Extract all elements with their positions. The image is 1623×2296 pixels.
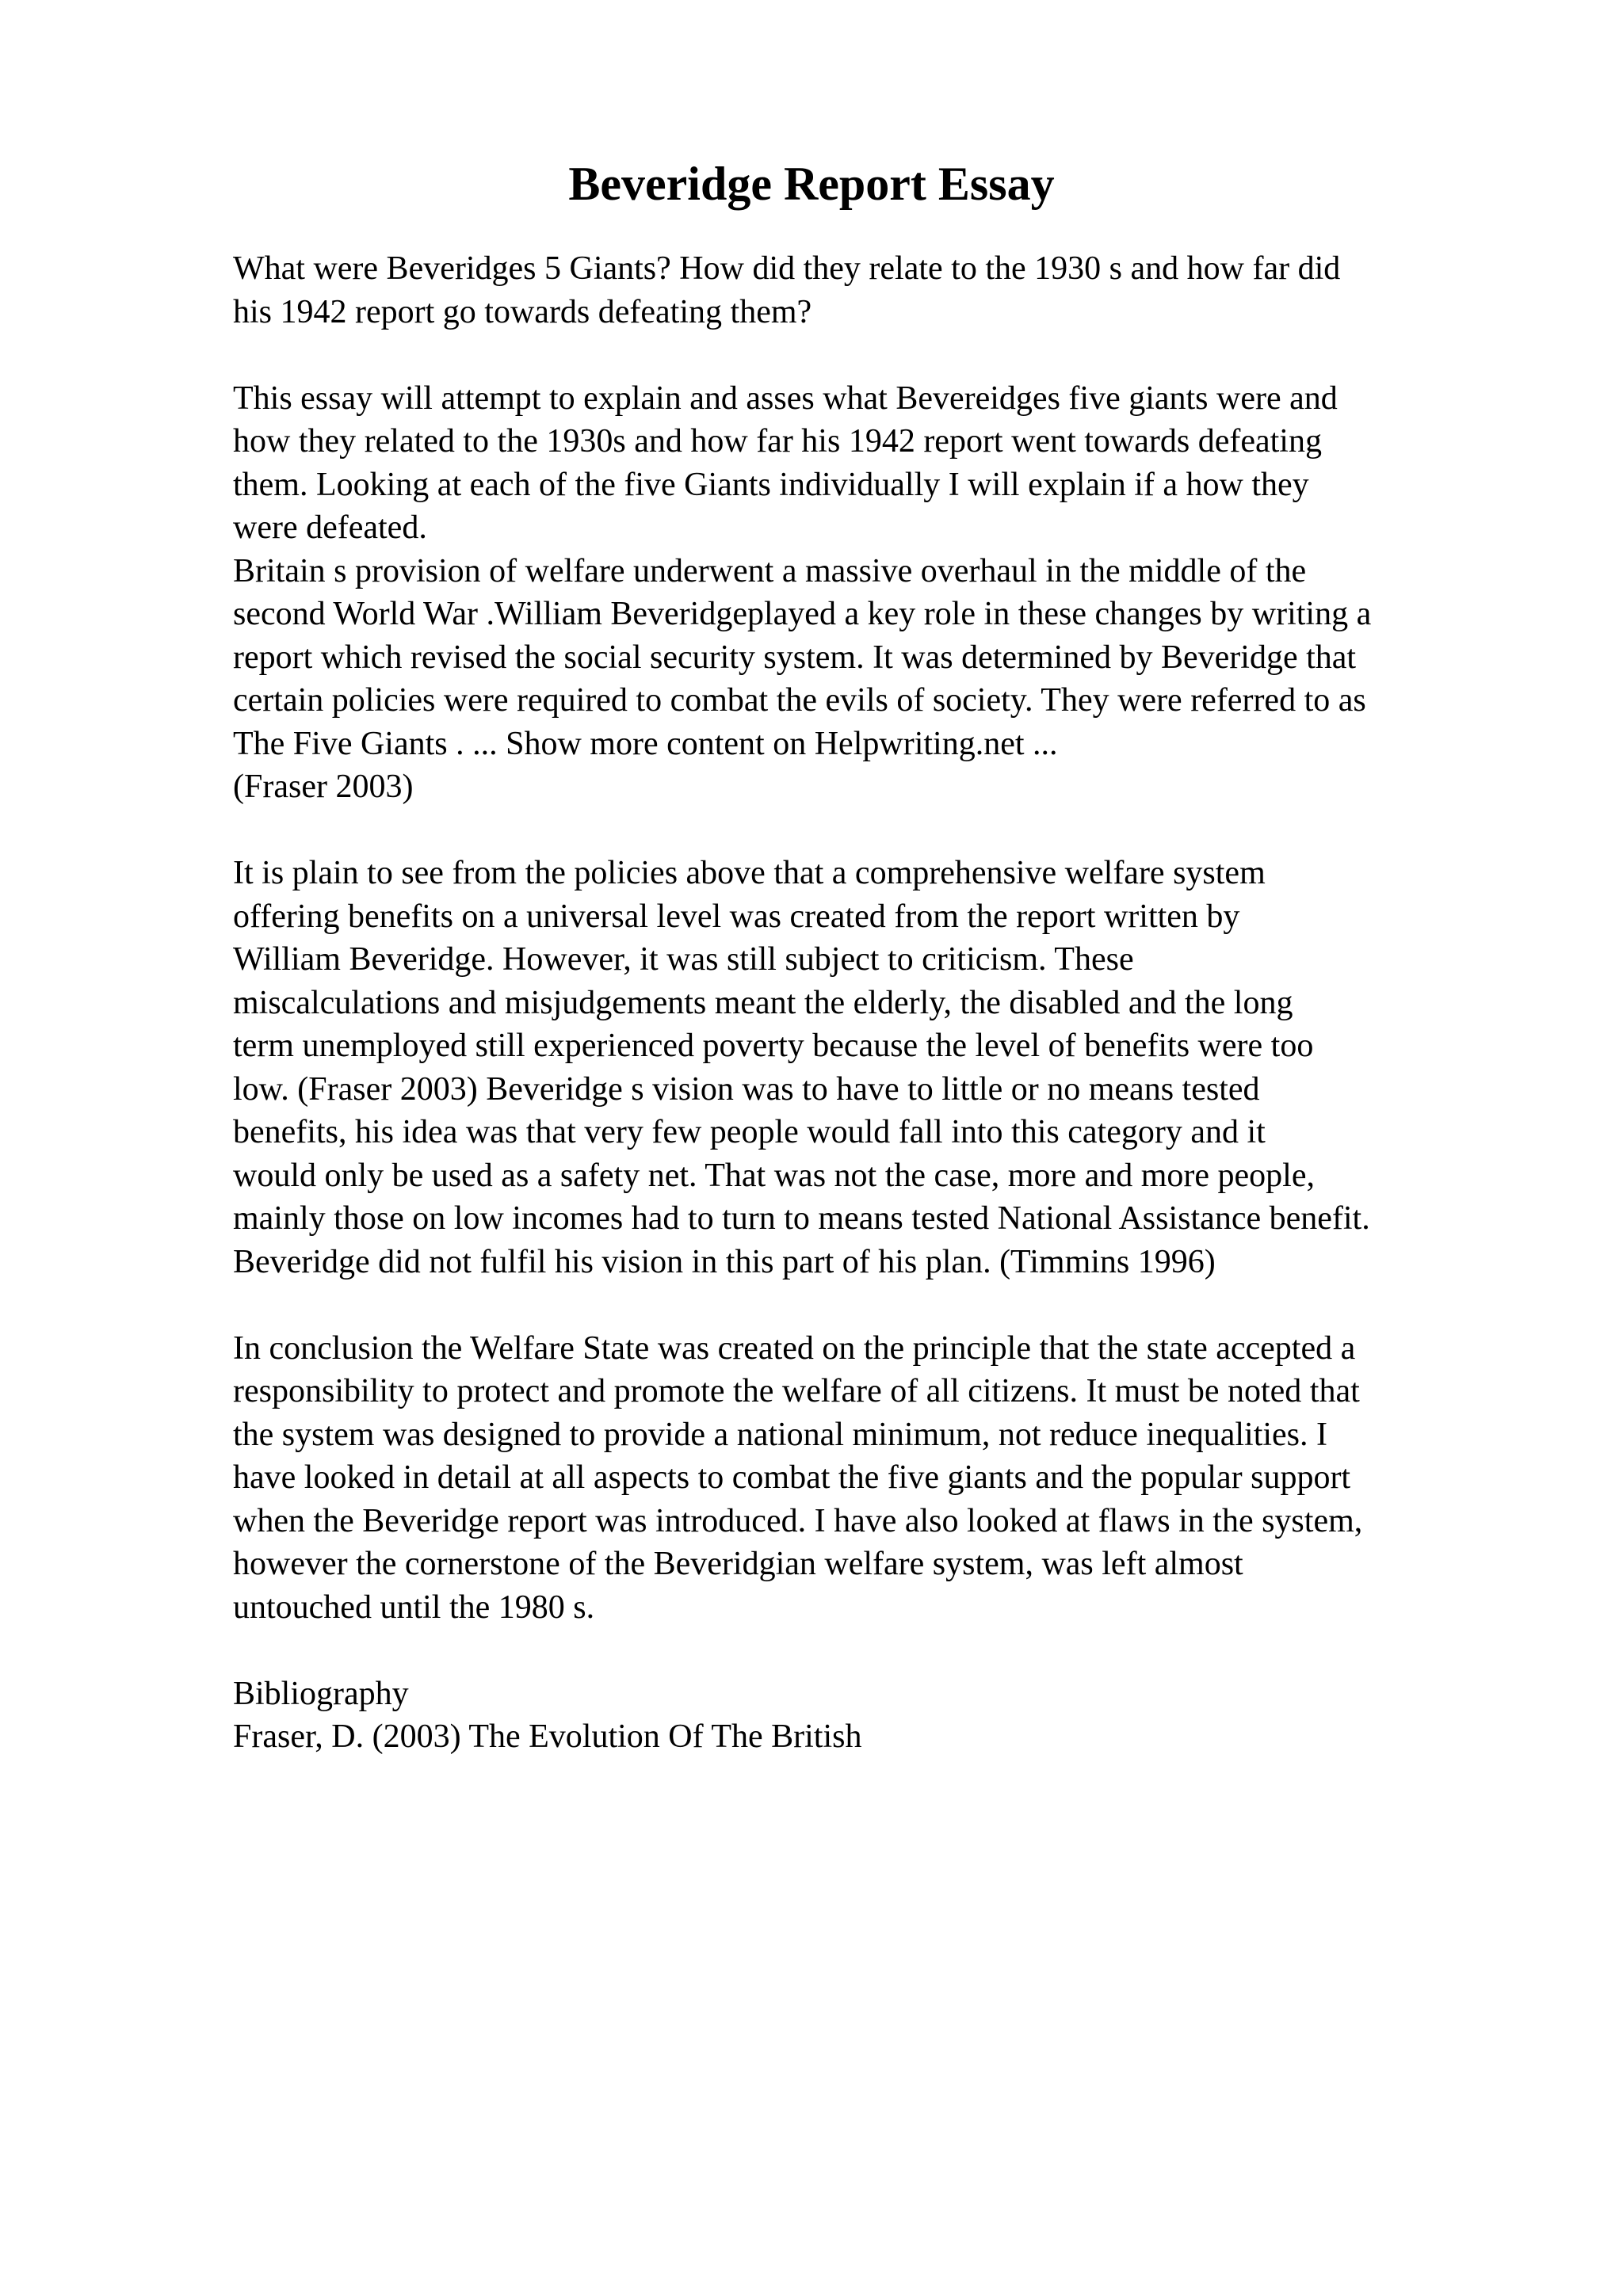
bibliography (233, 1672, 1533, 1759)
text-line: them. Looking at each of the five Giants individually I will explain if a how they (233, 466, 1309, 503)
paragraph-gap (233, 334, 1533, 377)
text-line: report which revised the social security system. It was determined by Beveridge that (233, 639, 1357, 676)
text-line: certain policies were required to combat the evils of society. They were referred to as (233, 682, 1366, 719)
paragraph-gap (233, 809, 1533, 852)
intro-paragraph (233, 377, 1533, 809)
text-line: how they related to the 1930s and how far his 1942 report went towards defeating (233, 423, 1322, 460)
text-line: benefits, his idea was that very few people would fall into this category and it (233, 1114, 1266, 1150)
text-line: (Fraser 2003) (233, 769, 414, 805)
text-line: term unemployed still experienced poverty because the level of benefits were too (233, 1028, 1314, 1064)
essay-question (233, 247, 1533, 334)
text-line: low. (Fraser 2003) Beveridge s vision was to have to little or no means tested (233, 1070, 1260, 1108)
text-line: What were Beveridges 5 Giants? How did they relate to the 1930 s and how far did (233, 250, 1341, 287)
text-line: his 1942 report go towards defeating them? (233, 293, 812, 330)
text-line: Beveridge did not fulfil his vision in this part of his plan. (Timmins 1996) (233, 1243, 1216, 1280)
text-line: would only be used as a safety net. That was not the case, more and more people, (233, 1157, 1315, 1194)
text-line: when the Beveridge report was introduced. I have also looked at flaws in the system, (233, 1502, 1363, 1539)
text-line: responsibility to protect and promote the welfare of all citizens. It must be noted that (233, 1373, 1360, 1409)
text-line: This essay will attempt to explain and asses what Bevereidges five giants were and (233, 379, 1338, 417)
text-line: untouched until the 1980 s. (233, 1589, 595, 1626)
text-line: The Five Giants . ... Show more content on Helpwriting.net ... (233, 725, 1058, 762)
text-line: the system was designed to provide a national minimum, not reduce inequalities. I (233, 1416, 1328, 1453)
text-line: miscalculations and misjudgements meant the elderly, the disabled and the long (233, 984, 1293, 1021)
text-line: Britain s provision of welfare underwent a massive overhaul in the middle of the (233, 552, 1307, 589)
text-line: second World War .William Beveridgeplayed a key role in these changes by writing a (233, 596, 1372, 632)
bibliography-entry: Fraser, D. (2003) The Evolution Of The British (233, 1718, 862, 1755)
text-line: were defeated. (233, 509, 427, 546)
essay-body (233, 247, 1533, 1759)
text-line: mainly those on low incomes had to turn to means tested National Assistance benefit. (233, 1200, 1370, 1237)
text-line: offering benefits on a universal level was created from the report written by (233, 898, 1240, 935)
document-title: Beveridge Report Essay (568, 158, 1055, 210)
text-line: have looked in detail at all aspects to combat the five giants and the popular support (233, 1459, 1351, 1496)
text-line: It is plain to see from the policies above that a comprehensive welfare system (233, 855, 1266, 891)
text-line: In conclusion the Welfare State was created on the principle that the state accepted a (233, 1329, 1356, 1367)
conclusion-paragraph (233, 1327, 1533, 1630)
text-line: however the cornerstone of the Beveridgian welfare system, was left almost (233, 1546, 1243, 1582)
text-line: William Beveridge. However, it was still subject to criticism. These (233, 941, 1134, 978)
bibliography-heading: Bibliography (233, 1675, 409, 1712)
paragraph-gap (233, 1629, 1533, 1672)
paragraph-gap (233, 1283, 1533, 1327)
analysis-paragraph (233, 852, 1533, 1283)
